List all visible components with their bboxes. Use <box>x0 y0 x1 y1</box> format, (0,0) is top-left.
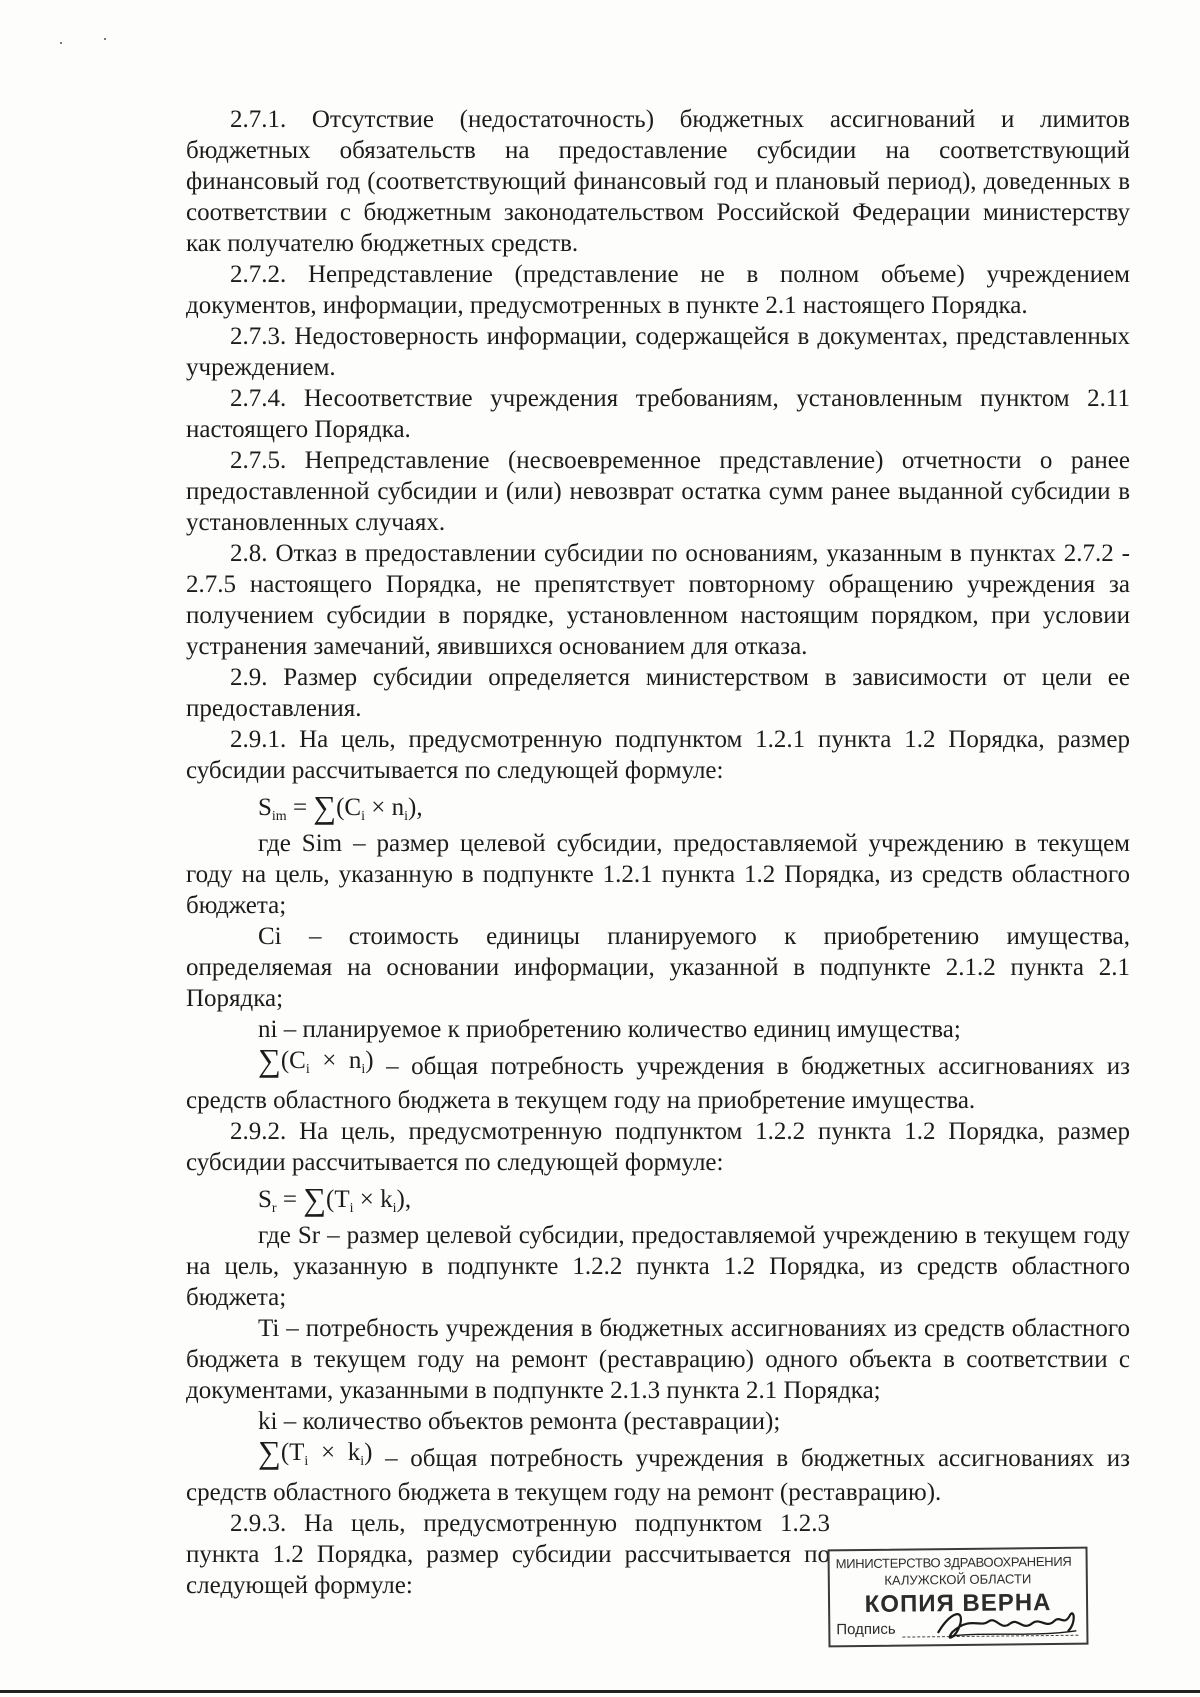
scan-speck <box>104 38 106 40</box>
formula-term: × n <box>365 794 405 821</box>
definition-ti: Ti – потребность учреждения в бюджетных ассигнованиях из средств областного бюджета в текущем году на ремонт (реставрацию) одного объекта в соответствии с документами, указанными в подпункте 2.1.3 пункта 2.1 Порядка; <box>186 1315 1130 1404</box>
formula-term: (C <box>336 794 362 821</box>
definition-sum-cn <box>186 1042 1130 1116</box>
paragraph-2-7-1: 2.7.1. Отсутствие (недостаточность) бюджетных ассигнований и лимитов бюджетных обязательств на предоставление субсидии на соответствующий финансовый год (соответствующий финансовый год и плановый период), доведенных в соответствии с бюджетным законодательством Российской Федерации министерству как получателю бюджетных средств. <box>186 106 1130 257</box>
formula-subscript: i <box>360 1454 365 1469</box>
paragraph-2-9-1: 2.9.1. На цель, предусмотренную подпунктом 1.2.1 пункта 1.2 Порядка, размер субсидии рассчитывается по следующей формуле: <box>186 726 1130 784</box>
sigma-symbol: ∑ <box>313 789 337 825</box>
formula-term: × n <box>309 1047 362 1074</box>
stamp-region-line: КАЛУЖСКОЙ ОБЛАСТИ <box>884 1571 1032 1588</box>
sigma-symbol: ∑ <box>258 1042 281 1078</box>
stamp-signature-label: Подпись <box>836 1620 896 1639</box>
formula-term: ) <box>364 1439 373 1466</box>
sum-expression <box>258 1434 373 1470</box>
formula-subscript: i <box>361 1062 366 1077</box>
formula-term: × k <box>308 1439 361 1466</box>
formula-subscript: im <box>271 809 287 824</box>
paragraph-2-9: 2.9. Размер субсидии определяется министерством в зависимости от цели ее предоставления. <box>186 664 1130 722</box>
formula-term: = <box>286 794 314 821</box>
formula-term: ), <box>396 1186 412 1213</box>
document-page <box>186 104 1130 1601</box>
stamp-ministry-line: МИНИСТЕРСТВО ЗДРАВООХРАНЕНИЯ <box>835 1553 1072 1572</box>
formula-term: ), <box>408 794 423 821</box>
formula-term: (C <box>280 1047 306 1074</box>
page-bottom-edge <box>0 1690 1200 1693</box>
certification-stamp <box>827 1547 1088 1648</box>
formula-subscript: i <box>392 1201 397 1216</box>
sigma-symbol: ∑ <box>303 1181 326 1217</box>
paragraph-2-9-2: 2.9.2. На цель, предусмотренную подпунктом 1.2.2 пункта 1.2 Порядка, размер субсидии рассчитывается по следующей формуле: <box>186 1118 1130 1176</box>
formula-term: (T <box>280 1439 305 1466</box>
formula-subscript: i <box>404 809 408 824</box>
paragraph-2-7-5: 2.7.5. Непредставление (несвоевременное представление) отчетности о ранее предоставленной субсидии и (или) невозврат остатка сумм ранее выданной субсидии в установленных случаях. <box>186 447 1130 536</box>
formula-sim <box>186 786 1130 828</box>
definition-ni: ni – планируемое к приобретению количество единиц имущества; <box>258 1016 961 1043</box>
formula-term: = <box>276 1186 304 1213</box>
paragraph-2-7-3: 2.7.3. Недостоверность информации, содержащейся в документах, представленных учреждением. <box>186 323 1130 381</box>
sum-expression <box>258 1042 374 1078</box>
definition-text: – общая потребность учреждения в бюджетных ассигнованиях из средств областного бюджета в текущем году на ремонт (реставрацию). <box>186 1445 1131 1506</box>
formula-term: × k <box>353 1186 393 1213</box>
formula-subscript: r <box>271 1201 277 1216</box>
definition-text: – общая потребность учреждения в бюджетных ассигнованиях из средств областного бюджета в текущем году на приобретение имущества. <box>186 1053 1130 1114</box>
paragraph-2-7-4: 2.7.4. Несоответствие учреждения требованиям, установленным пунктом 2.11 настоящего Порядка. <box>186 385 1130 443</box>
sigma-symbol: ∑ <box>258 1434 281 1470</box>
formula-term: (T <box>326 1186 350 1213</box>
definition-ci: Ci – стоимость единицы планируемого к приобретению имущества, определяемая на основании информации, указанной в подпункте 2.1.2 пункта 2.1 Порядка; <box>186 923 1130 1012</box>
formula-subscript: i <box>361 809 365 824</box>
formula-subscript: i <box>305 1062 310 1077</box>
formula-subscript: i <box>349 1201 354 1216</box>
formula-term: S <box>258 794 272 821</box>
formula-subscript: i <box>304 1454 309 1469</box>
formula-term: ) <box>365 1047 374 1074</box>
formula-term: S <box>258 1186 272 1213</box>
scan-speck <box>60 42 62 44</box>
definition-ki: ki – количество объектов ремонта (реставрации); <box>258 1408 781 1435</box>
definition-sum-tk <box>186 1434 1131 1508</box>
definition-sim: где Sim – размер целевой субсидии, предоставляемой учреждению в текущем году на цель, указанную в подпункте 1.2.1 пункта 1.2 Порядка, из средств областного бюджета; <box>186 830 1130 919</box>
formula-sr <box>186 1178 1130 1220</box>
paragraph-2-8: 2.8. Отказ в предоставлении субсидии по основаниям, указанным в пунктах 2.7.2 - 2.7.5 настоящего Порядка, не препятствует повторному обращению учреждения за получением субсидии в порядке, установленном настоящим порядком, при условии устранения замечаний, явившихся основанием для отказа. <box>186 540 1130 660</box>
paragraph-2-9-3: 2.9.3. На цель, предусмотренную подпунктом 1.2.3 пункта 1.2 Порядка, размер субсидии рассчитывается по следующей формуле: <box>186 1510 830 1599</box>
handwritten-signature <box>930 1601 1080 1647</box>
definition-sr: где Sr – размер целевой субсидии, предоставляемой учреждению в текущем году на цель, указанную в подпункте 1.2.2 пункта 1.2 Порядка, из средств областного бюджета; <box>186 1222 1130 1311</box>
paragraph-2-7-2: 2.7.2. Непредставление (представление не в полном объеме) учреждением документов, информации, предусмотренных в пункте 2.1 настоящего Порядка. <box>186 261 1130 319</box>
stamp-copy-certified: КОПИЯ ВЕРНА <box>864 1589 1052 1618</box>
